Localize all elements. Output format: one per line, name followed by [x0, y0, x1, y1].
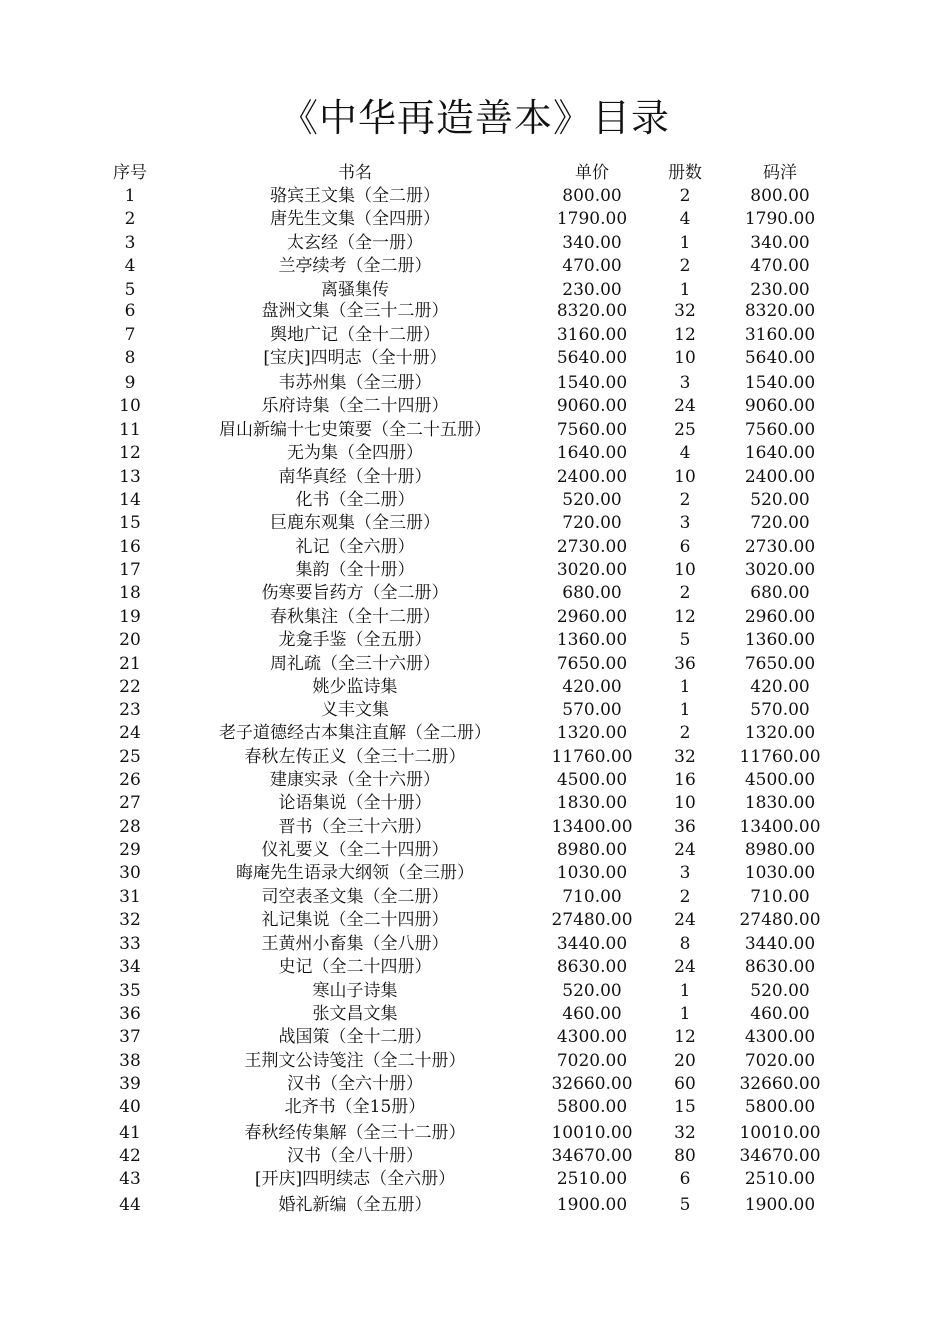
cell-volumes: 12 [674, 1027, 696, 1047]
cell-name: 化书（全二册） [295, 490, 415, 510]
cell-no: 37 [119, 1027, 141, 1047]
column-header-volumes: 册数 [668, 163, 702, 183]
cell-total: 8630.00 [744, 957, 816, 977]
cell-name: 太玄经（全一册） [287, 233, 423, 253]
table-row [0, 489, 950, 512]
cell-name: 春秋经传集解（全三十二册） [244, 1123, 466, 1143]
cell-name: 无为集（全四册） [287, 443, 423, 463]
table-row [0, 300, 950, 323]
cell-total: 8980.00 [744, 840, 816, 860]
cell-price: 1900.00 [556, 1195, 628, 1215]
cell-no: 24 [119, 723, 141, 743]
cell-total: 470.00 [750, 256, 810, 276]
table-row [0, 232, 950, 255]
cell-total: 710.00 [750, 887, 810, 907]
cell-volumes: 6 [679, 1169, 691, 1189]
cell-volumes: 24 [674, 396, 696, 416]
cell-name: 论语集说（全十册） [278, 793, 432, 813]
table-row [0, 419, 950, 442]
table-row [0, 279, 950, 302]
table-row [0, 1003, 950, 1026]
cell-price: 8320.00 [556, 301, 628, 321]
cell-volumes: 3 [679, 863, 691, 883]
cell-total: 2400.00 [744, 467, 816, 487]
table-row [0, 324, 950, 347]
cell-name: 巨鹿东观集（全三册） [270, 513, 440, 533]
cell-volumes: 24 [674, 910, 696, 930]
cell-no: 35 [119, 981, 141, 1001]
table-row [0, 466, 950, 489]
cell-price: 11760.00 [551, 747, 633, 767]
cell-price: 1540.00 [556, 373, 628, 393]
cell-total: 2960.00 [744, 607, 816, 627]
cell-name: 礼记集说（全二十四册） [261, 910, 449, 930]
cell-volumes: 1 [679, 677, 691, 697]
cell-name: 汉书（全六十册） [287, 1074, 423, 1094]
cell-price: 2400.00 [556, 467, 628, 487]
cell-total: 5640.00 [744, 348, 816, 368]
cell-volumes: 4 [679, 443, 691, 463]
table-row [0, 956, 950, 979]
cell-name: 建康实录（全十六册） [270, 770, 440, 790]
cell-volumes: 1 [679, 700, 691, 720]
cell-no: 12 [119, 443, 141, 463]
cell-price: 7650.00 [556, 654, 628, 674]
table-row [0, 606, 950, 629]
cell-total: 1640.00 [744, 443, 816, 463]
cell-price: 1830.00 [556, 793, 628, 813]
cell-name: 南华真经（全十册） [278, 467, 432, 487]
table-row [0, 442, 950, 465]
cell-total: 10010.00 [739, 1123, 821, 1143]
cell-volumes: 2 [679, 583, 691, 603]
cell-no: 36 [119, 1004, 141, 1024]
column-header-price: 单价 [575, 163, 609, 183]
cell-price: 13400.00 [551, 817, 633, 837]
cell-price: 2510.00 [556, 1169, 628, 1189]
cell-total: 1320.00 [744, 723, 816, 743]
cell-no: 15 [119, 513, 141, 533]
cell-name: 北齐书（全15册） [284, 1097, 426, 1117]
cell-total: 3020.00 [744, 560, 816, 580]
cell-price: 1320.00 [556, 723, 628, 743]
cell-name: 盘洲文集（全三十二册） [261, 301, 449, 321]
cell-volumes: 1 [679, 981, 691, 1001]
column-header-name: 书名 [338, 163, 372, 183]
cell-no: 40 [119, 1097, 141, 1117]
cell-volumes: 6 [679, 537, 691, 557]
cell-price: 340.00 [562, 233, 622, 253]
cell-no: 42 [119, 1146, 141, 1166]
cell-total: 1900.00 [744, 1195, 816, 1215]
cell-total: 460.00 [750, 1004, 810, 1024]
table-row [0, 582, 950, 605]
cell-total: 230.00 [750, 280, 810, 300]
table-row [0, 629, 950, 652]
cell-price: 3160.00 [556, 325, 628, 345]
table-row [0, 1168, 950, 1191]
cell-name: [宝庆]四明志（全十册） [263, 348, 447, 368]
cell-volumes: 32 [674, 1123, 696, 1143]
cell-no: 23 [119, 700, 141, 720]
cell-total: 680.00 [750, 583, 810, 603]
cell-no: 30 [119, 863, 141, 883]
cell-price: 1360.00 [556, 630, 628, 650]
column-header-total: 码洋 [763, 163, 797, 183]
cell-price: 1790.00 [556, 209, 628, 229]
cell-price: 1640.00 [556, 443, 628, 463]
cell-no: 13 [119, 467, 141, 487]
cell-total: 520.00 [750, 490, 810, 510]
table-row [0, 185, 950, 208]
table-row [0, 512, 950, 535]
cell-price: 680.00 [562, 583, 622, 603]
cell-no: 8 [124, 348, 136, 368]
cell-price: 10010.00 [551, 1123, 633, 1143]
cell-price: 460.00 [562, 1004, 622, 1024]
cell-no: 18 [119, 583, 141, 603]
table-row [0, 792, 950, 815]
cell-name: 史记（全二十四册） [278, 957, 432, 977]
cell-total: 2510.00 [744, 1169, 816, 1189]
cell-name: 司空表圣文集（全二册） [261, 887, 449, 907]
cell-price: 5640.00 [556, 348, 628, 368]
cell-no: 1 [124, 186, 136, 206]
cell-price: 800.00 [562, 186, 622, 206]
cell-no: 19 [119, 607, 141, 627]
cell-name: 姚少监诗集 [312, 677, 398, 697]
cell-name: 春秋集注（全十二册） [270, 607, 440, 627]
cell-volumes: 32 [674, 301, 696, 321]
cell-no: 10 [119, 396, 141, 416]
cell-total: 34670.00 [739, 1146, 821, 1166]
cell-no: 9 [124, 373, 136, 393]
cell-volumes: 3 [679, 373, 691, 393]
cell-total: 520.00 [750, 981, 810, 1001]
cell-volumes: 5 [679, 630, 691, 650]
cell-total: 340.00 [750, 233, 810, 253]
cell-price: 8630.00 [556, 957, 628, 977]
cell-total: 420.00 [750, 677, 810, 697]
cell-volumes: 12 [674, 325, 696, 345]
cell-name: 眉山新编十七史策要（全二十五册） [219, 420, 491, 440]
cell-volumes: 2 [679, 490, 691, 510]
cell-name: 晦庵先生语录大纲领（全三册） [236, 863, 474, 883]
cell-no: 26 [119, 770, 141, 790]
table-row [0, 722, 950, 745]
cell-volumes: 2 [679, 256, 691, 276]
cell-no: 16 [119, 537, 141, 557]
cell-no: 5 [124, 280, 136, 300]
cell-name: 韦苏州集（全三册） [278, 373, 432, 393]
table-row [0, 1194, 950, 1217]
cell-volumes: 24 [674, 840, 696, 860]
cell-total: 32660.00 [739, 1074, 821, 1094]
cell-no: 29 [119, 840, 141, 860]
table-row [0, 839, 950, 862]
cell-volumes: 2 [679, 887, 691, 907]
cell-total: 13400.00 [739, 817, 821, 837]
cell-no: 4 [124, 256, 136, 276]
cell-price: 5800.00 [556, 1097, 628, 1117]
cell-total: 5800.00 [744, 1097, 816, 1117]
cell-total: 3160.00 [744, 325, 816, 345]
cell-no: 22 [119, 677, 141, 697]
cell-no: 27 [119, 793, 141, 813]
cell-total: 800.00 [750, 186, 810, 206]
cell-no: 17 [119, 560, 141, 580]
cell-name: 汉书（全八十册） [287, 1146, 423, 1166]
cell-price: 470.00 [562, 256, 622, 276]
cell-total: 720.00 [750, 513, 810, 533]
cell-no: 3 [124, 233, 136, 253]
cell-name: 唐先生文集（全四册） [270, 209, 440, 229]
table-row [0, 909, 950, 932]
cell-no: 32 [119, 910, 141, 930]
cell-price: 1030.00 [556, 863, 628, 883]
cell-price: 27480.00 [551, 910, 633, 930]
cell-total: 7650.00 [744, 654, 816, 674]
cell-no: 38 [119, 1051, 141, 1071]
table-header-row [0, 162, 950, 185]
cell-name: 兰亭续考（全二册） [278, 256, 432, 276]
column-header-no: 序号 [113, 163, 147, 183]
cell-price: 2960.00 [556, 607, 628, 627]
cell-volumes: 5 [679, 1195, 691, 1215]
cell-no: 7 [124, 325, 136, 345]
cell-no: 28 [119, 817, 141, 837]
cell-price: 9060.00 [556, 396, 628, 416]
cell-total: 1540.00 [744, 373, 816, 393]
table-row [0, 1073, 950, 1096]
cell-name: 龙龛手鉴（全五册） [278, 630, 432, 650]
cell-total: 27480.00 [739, 910, 821, 930]
cell-total: 1360.00 [744, 630, 816, 650]
cell-total: 570.00 [750, 700, 810, 720]
table-row [0, 699, 950, 722]
cell-volumes: 10 [674, 793, 696, 813]
cell-name: 骆宾王文集（全二册） [270, 186, 440, 206]
cell-no: 20 [119, 630, 141, 650]
cell-total: 1030.00 [744, 863, 816, 883]
table-row [0, 1096, 950, 1119]
cell-volumes: 16 [674, 770, 696, 790]
cell-name: [开庆]四明续志（全六册） [254, 1169, 456, 1189]
cell-name: 礼记（全六册） [295, 537, 415, 557]
cell-no: 25 [119, 747, 141, 767]
cell-no: 44 [119, 1195, 141, 1215]
cell-price: 4300.00 [556, 1027, 628, 1047]
table-row [0, 372, 950, 395]
cell-volumes: 80 [674, 1146, 696, 1166]
cell-price: 4500.00 [556, 770, 628, 790]
cell-price: 710.00 [562, 887, 622, 907]
table-row [0, 1122, 950, 1145]
cell-price: 570.00 [562, 700, 622, 720]
cell-volumes: 4 [679, 209, 691, 229]
cell-volumes: 2 [679, 186, 691, 206]
cell-price: 7560.00 [556, 420, 628, 440]
cell-total: 7020.00 [744, 1051, 816, 1071]
cell-price: 420.00 [562, 677, 622, 697]
cell-no: 33 [119, 934, 141, 954]
cell-volumes: 1 [679, 280, 691, 300]
cell-no: 6 [124, 301, 136, 321]
cell-volumes: 1 [679, 233, 691, 253]
table-row [0, 1026, 950, 1049]
cell-name: 晋书（全三十六册） [278, 817, 432, 837]
cell-no: 41 [119, 1123, 141, 1143]
cell-volumes: 1 [679, 1004, 691, 1024]
cell-name: 战国策（全十二册） [278, 1027, 432, 1047]
cell-name: 老子道德经古本集注直解（全二册） [219, 723, 491, 743]
table-row [0, 347, 950, 370]
cell-price: 8980.00 [556, 840, 628, 860]
cell-price: 34670.00 [551, 1146, 633, 1166]
cell-total: 3440.00 [744, 934, 816, 954]
cell-name: 离骚集传 [321, 280, 389, 300]
cell-total: 9060.00 [744, 396, 816, 416]
cell-volumes: 3 [679, 513, 691, 533]
cell-total: 4300.00 [744, 1027, 816, 1047]
cell-no: 14 [119, 490, 141, 510]
table-row [0, 933, 950, 956]
cell-volumes: 24 [674, 957, 696, 977]
page-title: 《中华再造善本》目录 [279, 96, 670, 140]
cell-name: 乐府诗集（全二十四册） [261, 396, 449, 416]
table-row [0, 980, 950, 1003]
cell-no: 21 [119, 654, 141, 674]
cell-price: 520.00 [562, 490, 622, 510]
table-row [0, 746, 950, 769]
cell-price: 230.00 [562, 280, 622, 300]
table-row [0, 1050, 950, 1073]
cell-no: 34 [119, 957, 141, 977]
cell-price: 520.00 [562, 981, 622, 1001]
cell-name: 春秋左传正义（全三十二册） [244, 747, 466, 767]
cell-volumes: 25 [674, 420, 696, 440]
cell-name: 王黄州小畜集（全八册） [261, 934, 449, 954]
cell-name: 周礼疏（全三十六册） [270, 654, 440, 674]
cell-price: 3020.00 [556, 560, 628, 580]
cell-name: 婚礼新编（全五册） [278, 1195, 432, 1215]
cell-total: 2730.00 [744, 537, 816, 557]
cell-price: 32660.00 [551, 1074, 633, 1094]
cell-name: 舆地广记（全十二册） [270, 325, 440, 345]
table-row [0, 255, 950, 278]
cell-name: 义丰文集 [321, 700, 389, 720]
table-row [0, 886, 950, 909]
table-row [0, 1145, 950, 1168]
table-row [0, 769, 950, 792]
cell-no: 2 [124, 209, 136, 229]
cell-volumes: 10 [674, 560, 696, 580]
cell-name: 寒山子诗集 [312, 981, 398, 1001]
table-row [0, 395, 950, 418]
cell-volumes: 15 [674, 1097, 696, 1117]
cell-name: 张文昌文集 [312, 1004, 398, 1024]
cell-name: 伤寒要旨药方（全二册） [261, 583, 449, 603]
table-row [0, 862, 950, 885]
cell-no: 39 [119, 1074, 141, 1094]
cell-volumes: 36 [674, 817, 696, 837]
table-row [0, 816, 950, 839]
cell-volumes: 10 [674, 348, 696, 368]
cell-price: 7020.00 [556, 1051, 628, 1071]
cell-volumes: 2 [679, 723, 691, 743]
cell-price: 720.00 [562, 513, 622, 533]
table-row [0, 653, 950, 676]
cell-total: 1830.00 [744, 793, 816, 813]
table-row [0, 208, 950, 231]
cell-total: 11760.00 [739, 747, 821, 767]
cell-total: 7560.00 [744, 420, 816, 440]
cell-volumes: 32 [674, 747, 696, 767]
table-row [0, 559, 950, 582]
cell-no: 11 [119, 420, 141, 440]
cell-price: 2730.00 [556, 537, 628, 557]
cell-volumes: 36 [674, 654, 696, 674]
table-row [0, 536, 950, 559]
cell-total: 4500.00 [744, 770, 816, 790]
cell-volumes: 60 [674, 1074, 696, 1094]
cell-volumes: 8 [679, 934, 691, 954]
cell-volumes: 12 [674, 607, 696, 627]
cell-name: 仪礼要义（全二十四册） [261, 840, 449, 860]
cell-price: 3440.00 [556, 934, 628, 954]
cell-name: 集韵（全十册） [295, 560, 415, 580]
cell-name: 王荆文公诗笺注（全二十册） [244, 1051, 466, 1071]
cell-volumes: 10 [674, 467, 696, 487]
cell-total: 8320.00 [744, 301, 816, 321]
cell-total: 1790.00 [744, 209, 816, 229]
cell-no: 31 [119, 887, 141, 907]
cell-volumes: 20 [674, 1051, 696, 1071]
table-row [0, 676, 950, 699]
cell-no: 43 [119, 1169, 141, 1189]
